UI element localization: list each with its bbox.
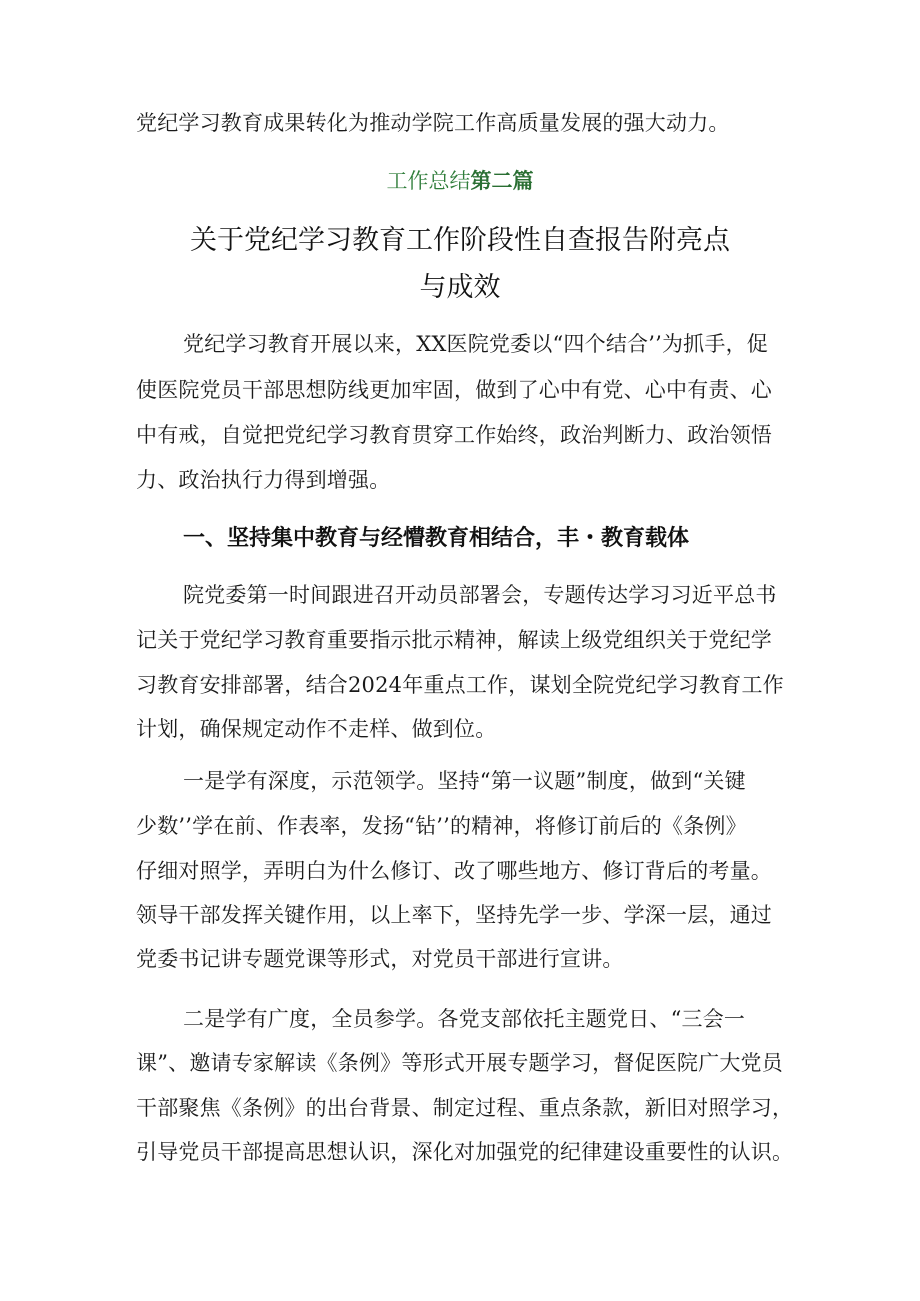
para3-line-4: 引导党员干部提高思想认识，深化对加强党的纪律建设重要性的认识。 xyxy=(136,1140,794,1164)
para2-line-3: 仔细对照学，弄明白为什么修订、改了哪些地方、修订背后的考量。 xyxy=(136,859,772,883)
para1-line-1: 院党委第一时间跟进召开动员部署会，专题传达学习习近平总书 xyxy=(183,583,777,607)
para3-line-2: 课”、邀请专家解读《条例》等形式开展专题学习，督促医院广大党员 xyxy=(136,1051,783,1075)
para1-line-4: 计划，确保规定动作不走样、做到位。 xyxy=(136,717,497,741)
section-label-prefix: 工作总结 xyxy=(386,169,471,193)
section-label-suffix: 第二篇 xyxy=(470,169,534,193)
intro-line-3: 中有戒，自觉把党纪学习教育贯穿工作始终，政治判断力、政治领悟 xyxy=(136,423,772,447)
para1-line-2: 记关于党纪学习教育重要指示批示精神，解读上级党组织关于党纪学 xyxy=(136,628,772,652)
section-heading-1: 一、坚持集中教育与经懵教育相结合，丰・教育载体 xyxy=(183,526,690,551)
document-title-line-2: 与成效 xyxy=(419,272,501,303)
para2-line-1: 一是学有深度，示范领学。坚持“第一议题”制度，做到“关键 xyxy=(183,769,746,793)
para2-line-4: 领导干部发挥关键作用，以上率下，坚持先学一步、学深一层，通过 xyxy=(136,903,772,927)
intro-line-1: 党纪学习教育开展以来，XX医院党委以“四个结合’’为抓手，促 xyxy=(183,332,768,356)
intro-line-2: 使医院党员干部思想防线更加牢固，做到了心中有党、心中有责、心 xyxy=(136,378,772,402)
para3-line-1: 二是学有广度，全员参学。各党支部依托主题党日、“三会一 xyxy=(183,1007,746,1031)
top-continuation-line: 党纪学习教育成果转化为推动学院工作高质量发展的强大动力。 xyxy=(136,111,730,135)
document-title-line-1: 关于党纪学习教育工作阶段性自查报告附亮点 xyxy=(190,225,730,256)
section-label xyxy=(0,166,920,196)
para2-line-2: 少数’’学在前、作表率，发扬“钻’’的精神，将修订前后的《条例》 xyxy=(136,814,747,838)
para1-line-3: 习教育安排部署，结合2024年重点工作，谋划全院党纪学习教育工作 xyxy=(136,673,784,697)
intro-line-4: 力、政治执行力得到增强。 xyxy=(136,468,391,492)
para2-line-5: 党委书记讲专题党课等形式，对党员干部进行宣讲。 xyxy=(136,947,624,971)
para3-line-3: 干部聚焦《条例》的出台背景、制定过程、重点条款，新旧对照学习， xyxy=(136,1096,794,1120)
